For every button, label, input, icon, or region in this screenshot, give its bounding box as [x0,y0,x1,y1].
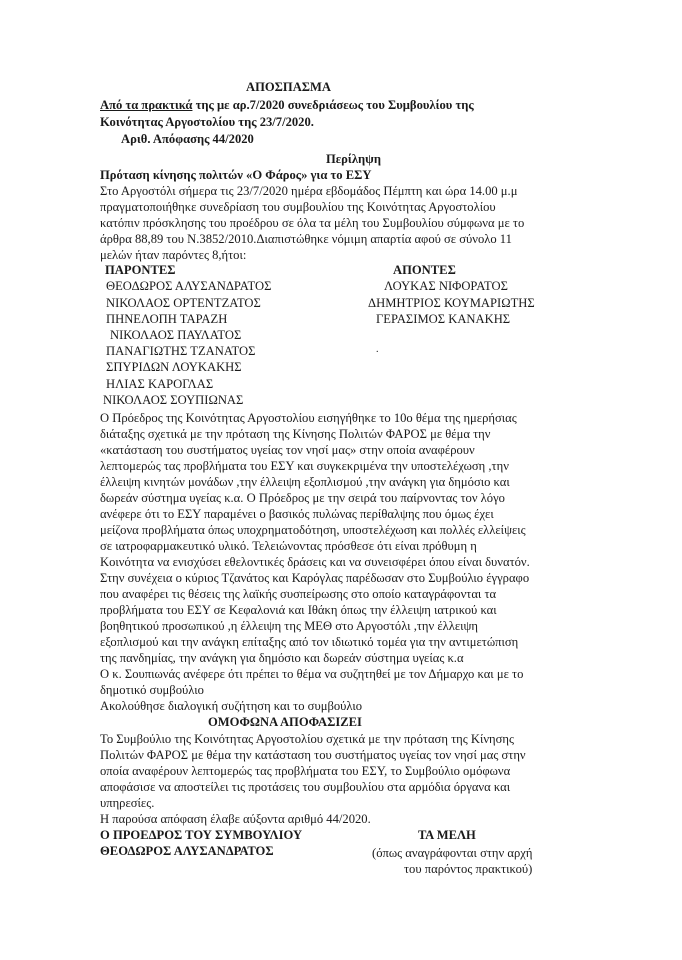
header-line-2: Κοινότητας Αργοστολίου της 23/7/2020. [100,115,314,129]
present-member: ΠΗΝΕΛΟΠΗ ΤΑΡΑΖΗ [106,312,228,326]
discussion-line: διάταξης σχετικά με την πρόταση της Κίνησης Πολιτών ΦΑΡΟΣ με θέμα την [100,427,491,441]
discussion-line: Στην συνέχεια ο κύριος Τζανάτος και Καρόγλας παρέδωσαν στο Συμβούλιο έγγραφο [100,571,530,585]
discussion-line: ανέφερε ότι το ΕΣΥ παραμένει ο βασικός πυλώνας περίθαλψης που όμως έχει [100,507,494,521]
discussion-line: Ακολούθησε διαλογική συζήτηση και το συμβούλιο [100,699,363,713]
discussion-line: έλλειψη κινητών μονάδων ,την έλλειψη εξοπλισμού ,την ανάγκη για δημόσιο και [100,475,510,489]
present-member: ΝΙΚΟΛΑΟΣ ΣΟΥΠΙΩΝΑΣ [103,393,244,407]
absent-member: ΔΗΜΗΤΡΙΟΣ ΚΟΥΜΑΡΙΩΤΗΣ [368,296,535,310]
discussion-line: δωρεάν σύστημα υγείας κ.α. Ο Πρόεδρος με την σειρά του παίρνοντας τον λόγο [100,491,505,505]
header-line-1-rest: της με αρ.7/2020 συνεδριάσεως του Συμβουλίου της [192,98,474,112]
intro-line: Στο Αργοστόλι σήμερα τις 23/7/2020 ημέρα εβδομάδος Πέμπτη και ώρα 14.00 μ.μ [100,184,518,198]
decision-heading: ΟΜΟΦΩΝΑ ΑΠΟΦΑΣΙΖΕΙ [208,715,362,729]
discussion-line: προβλήματα του ΕΣΥ σε Κεφαλονιά και Ιθάκη όπως την έλλειψη ιατρικού και [100,603,497,617]
decision-line: Το Συμβούλιο της Κοινότητας Αργοστολίου σχετικά με την πρόταση της Κίνησης [100,732,514,746]
discussion-line: σε ιατροφαρμακευτικό υλικό. Τελειώνοντας πρόσθεσε ότι είναι πρόθυμη η [100,539,477,553]
president-title: Ο ΠΡΟΕΔΡΟΣ ΤΟΥ ΣΥΜΒΟΥΛΙΟΥ [100,828,303,842]
intro-line: πραγματοποιήθηκε συνεδρίαση του συμβουλίου της Κοινότητας Αργοστολίου [100,200,496,214]
present-member: ΣΠΥΡΙΔΩΝ ΛΟΥΚΑΚΗΣ [106,360,242,374]
header-line-1 [100,97,474,113]
discussion-line: Ο κ. Σουπιωνάς ανέφερε ότι πρέπει το θέμα να συζητηθεί με τον Δήμαρχο και με το [100,667,524,681]
absent-member: ΓΕΡΑΣΙΜΟΣ ΚΑΝΑΚΗΣ [376,312,511,326]
intro-line: άρθρα 88,89 του Ν.3852/2010.Διαπιστώθηκε νόμιμη απαρτία αφού σε σύνολο 11 [100,232,512,246]
absent-member: ΛΟΥΚΑΣ ΝΙΦΟΡΑΤΟΣ [384,279,508,293]
absent-header: ΑΠΟΝΤΕΣ [393,263,456,277]
intro-line: μελών ήταν παρόντες 8,ήτοι: [100,248,247,262]
present-member: ΠΑΝΑΓΙΩΤΗΣ ΤΖΑΝΑΤΟΣ [106,344,256,358]
header-underlined-phrase: Από τα πρακτικά [100,98,193,112]
decision-numbering: Η παρούσα απόφαση έλαβε αύξοντα αριθμό 44/2020. [100,812,371,826]
intro-line: κατόπιν πρόσκλησης του προέδρου σε όλα τα μέλη του Συμβουλίου σύμφωνα με το [100,216,525,230]
summary-label: Περίληψη [326,152,381,166]
discussion-line: της πανδημίας, την ανάγκη για δημόσιο και δωρεάν σύστημα υγείας κ.α [100,651,464,665]
summary-subject: Πρόταση κίνησης πολιτών «Ο Φάρος» για το ΕΣΥ [100,168,372,182]
document-title: ΑΠΟΣΠΑΣΜΑ [246,80,332,94]
decision-line: υπηρεσίες. [100,796,155,810]
discussion-line: εξοπλισμού και την ανάγκη επίταξης από τον ιδιωτικό τομέα για την αντιμετώπιση [100,635,519,649]
members-note: του παρόντος πρακτικού) [404,862,533,876]
decision-number: Αριθ. Απόφασης 44/2020 [121,132,254,146]
discussion-line: Κοινότητα να ενισχύσει εθελοντικές δράσεις και να συνεισφέρει όπου είναι δυνατόν. [100,555,530,569]
present-member: ΝΙΚΟΛΑΟΣ ΠΑΥΛΑΤΟΣ [110,328,242,342]
present-member: ΝΙΚΟΛΑΟΣ ΟΡΤΕΝΤΖΑΤΟΣ [106,296,261,310]
members-title: ΤΑ ΜΕΛΗ [418,828,476,842]
discussion-line: βοηθητικού προσωπικού ,η έλλειψη της ΜΕΘ στο Αργοστόλι ,την έλλειψη [100,619,478,633]
stray-mark: . [376,344,379,355]
present-header: ΠΑΡΟΝΤΕΣ [105,263,176,277]
discussion-line: λεπτομερώς τας προβλήματα του ΕΣΥ και συγκεκριμένα την υποστελέχωση ,την [100,459,509,473]
decision-line: αποφάσισε να αποστείλει τις προτάσεις του συμβουλίου στα αρμόδια όργανα και [100,780,511,794]
discussion-line: μείζονα προβλήματα όπως υποχρηματοδότηση, υποστελέχωση και πολλές ελλείψεις [100,523,526,537]
decision-line: Πολιτών ΦΑΡΟΣ με θέμα την κατάσταση του συστήματος υγείας τον νησί μας στην [100,748,526,762]
discussion-line: δημοτικό συμβούλιο [100,683,204,697]
present-member: ΗΛΙΑΣ ΚΑΡΟΓΛΑΣ [106,377,214,391]
decision-line: οποία αναφέρουν λεπτομερώς τας προβλήματα του ΕΣΥ, το Συμβούλιο ομόφωνα [100,764,511,778]
discussion-line: που αναφέρει τις θέσεις της λαϊκής συσπείρωσης στο οποίο καταγράφονται τα [100,587,497,601]
present-member: ΘΕΟΔΩΡΟΣ ΑΛΥΣΑΝΔΡΑΤΟΣ [106,279,272,293]
president-name: ΘΕΟΔΩΡΟΣ ΑΛΥΣΑΝΔΡΑΤΟΣ [100,844,274,858]
discussion-line: «κατάσταση του συστήματος υγείας τον νησί μας» στην οποία αναφέρουν [100,443,475,457]
members-note: (όπως αναγράφονται στην αρχή [372,846,533,860]
discussion-line: Ο Πρόεδρος της Κοινότητας Αργοστολίου εισηγήθηκε το 10ο θέμα της ημερήσιας [100,411,517,425]
